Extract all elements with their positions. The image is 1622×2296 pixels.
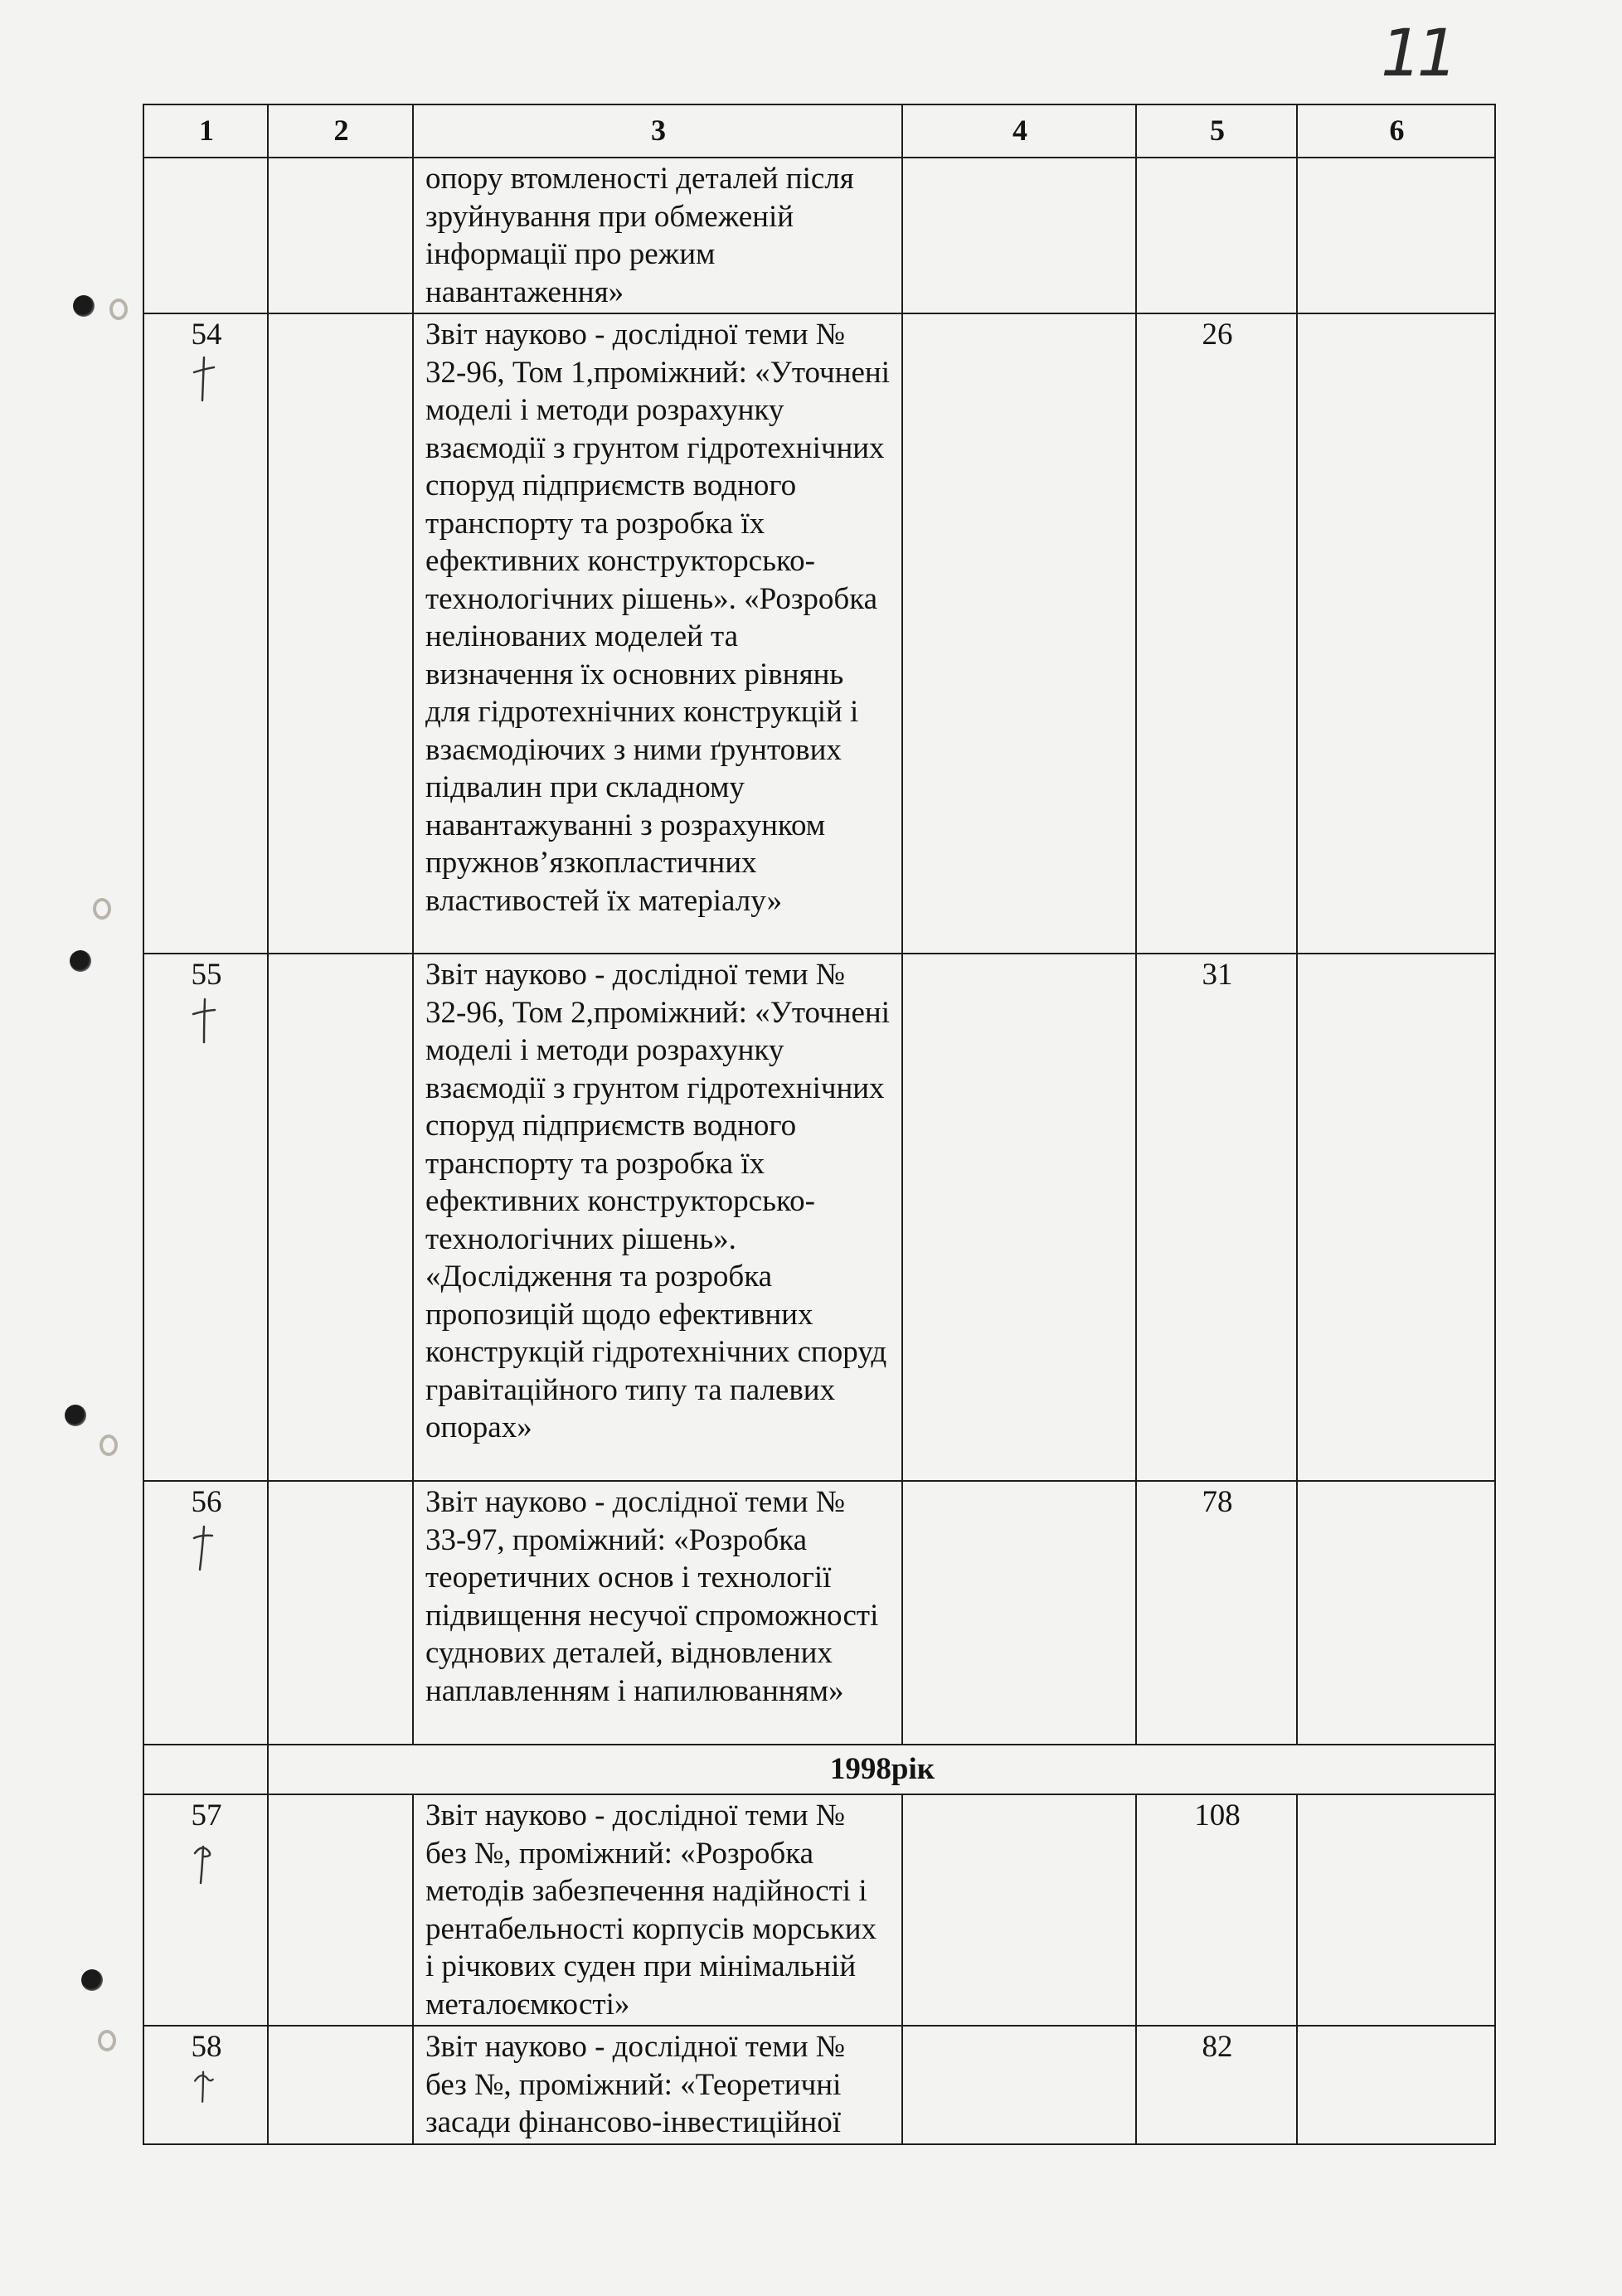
binder-hole <box>100 1434 118 1456</box>
row-pages: 31 <box>1136 954 1297 1481</box>
handwritten-cross-mark <box>189 1835 217 1885</box>
handwritten-cross-mark <box>189 354 217 404</box>
row-number: 55 <box>191 958 222 992</box>
row-number: 54 <box>191 318 222 352</box>
binder-hole <box>65 1405 86 1426</box>
binder-hole <box>109 299 128 320</box>
table-row <box>143 1794 1495 2026</box>
row-number <box>143 158 268 313</box>
row-pages: 82 <box>1136 2026 1297 2144</box>
cell-col2 <box>268 954 413 1481</box>
cell-col4 <box>902 313 1136 954</box>
table-row <box>143 2026 1495 2144</box>
binder-hole <box>93 898 111 920</box>
column-header: 4 <box>902 104 1136 158</box>
row-number-cell <box>143 313 268 954</box>
row-number: 58 <box>191 2030 222 2064</box>
row-number-cell <box>143 1794 268 2026</box>
row-description: Звіт науково - дослідної теми № 33-97, проміжний: «Розробка теоретичних основ і технології підвищення несучої спроможності суднових деталей, відновлених наплавленням і напилюванням» <box>413 1481 902 1745</box>
row-number: 57 <box>191 1798 222 1832</box>
row-number-cell <box>143 954 268 1481</box>
cell-col2 <box>268 158 413 313</box>
row-description: Звіт науково - дослідної теми № без №, проміжний: «Розробка методів забезпечення надійності і рентабельності корпусів морських і річкових суден при мінімальній металоємкості» <box>413 1794 902 2026</box>
column-header: 2 <box>268 104 413 158</box>
cell-col4 <box>902 954 1136 1481</box>
column-header: 6 <box>1297 104 1495 158</box>
table-row <box>143 1481 1495 1745</box>
page-number: 11 <box>1381 17 1454 91</box>
cell-col2 <box>268 1481 413 1745</box>
cell-col4 <box>902 1794 1136 2026</box>
binder-hole <box>81 1969 103 1991</box>
column-header: 1 <box>143 104 268 158</box>
cell-col2 <box>268 1794 413 2026</box>
cell-col6 <box>1297 313 1495 954</box>
year-cell-empty <box>143 1745 268 1794</box>
cell-col6 <box>1297 158 1495 313</box>
header-row <box>143 104 1495 158</box>
table-row <box>143 313 1495 954</box>
row-pages: 108 <box>1136 1794 1297 2026</box>
handwritten-cross-mark <box>189 994 217 1044</box>
table-row <box>143 954 1495 1481</box>
registry-table <box>143 104 1496 2145</box>
row-pages: 26 <box>1136 313 1297 954</box>
row-number: 56 <box>191 1485 222 1519</box>
row-description: Звіт науково - дослідної теми № без №, проміжний: «Теоретичні засади фінансово-інвестиційної <box>413 2026 902 2144</box>
row-description: опору втомленості деталей після зруйнування при обмеженій інформації про режим навантаження» <box>413 158 902 313</box>
cell-col6 <box>1297 1481 1495 1745</box>
binder-hole <box>70 950 91 972</box>
cell-col4 <box>902 2026 1136 2144</box>
cell-col6 <box>1297 954 1495 1481</box>
handwritten-cross-mark <box>189 1522 217 1571</box>
row-description: Звіт науково - дослідної теми № 32-96, Том 2,проміжний: «Уточнені моделі і методи розрахунку взаємодії з грунтом гідротехнічних споруд підприємств водного транспорту та розробка їх ефективних конструкторсько-технологічних рішень». «Дослідження та розробка пропозицій щодо ефективних конструкцій гідротехнічних споруд гравітаційного типу та палевих опорах» <box>413 954 902 1481</box>
year-header: 1998рік <box>268 1745 1495 1794</box>
column-header: 3 <box>413 104 902 158</box>
row-pages: 78 <box>1136 1481 1297 1745</box>
row-number-cell <box>143 2026 268 2144</box>
table-row <box>143 158 1495 313</box>
binder-hole <box>98 2030 116 2051</box>
row-pages <box>1136 158 1297 313</box>
row-description: Звіт науково - дослідної теми № 32-96, Том 1,проміжний: «Уточнені моделі і методи розрахунку взаємодії з грунтом гідротехнічних споруд підприємств водного транспорту та розробка їх ефективних конструкторсько-технологічних рішень». «Розробка нелінованих моделей та визначення їх основних рівнянь для гідротехнічних конструкцій і взаємодіючих з ними ґрунтових підвалин при складному навантажуванні з розрахунком пружнов’язкопластичних властивостей їх матеріалу» <box>413 313 902 954</box>
cell-col6 <box>1297 1794 1495 2026</box>
handwritten-cross-mark <box>189 2063 217 2108</box>
binder-hole <box>73 295 95 317</box>
cell-col2 <box>268 313 413 954</box>
row-number-cell <box>143 1481 268 1745</box>
column-header: 5 <box>1136 104 1297 158</box>
cell-col4 <box>902 158 1136 313</box>
cell-col2 <box>268 2026 413 2144</box>
cell-col6 <box>1297 2026 1495 2144</box>
cell-col4 <box>902 1481 1136 1745</box>
year-row <box>143 1745 1495 1794</box>
